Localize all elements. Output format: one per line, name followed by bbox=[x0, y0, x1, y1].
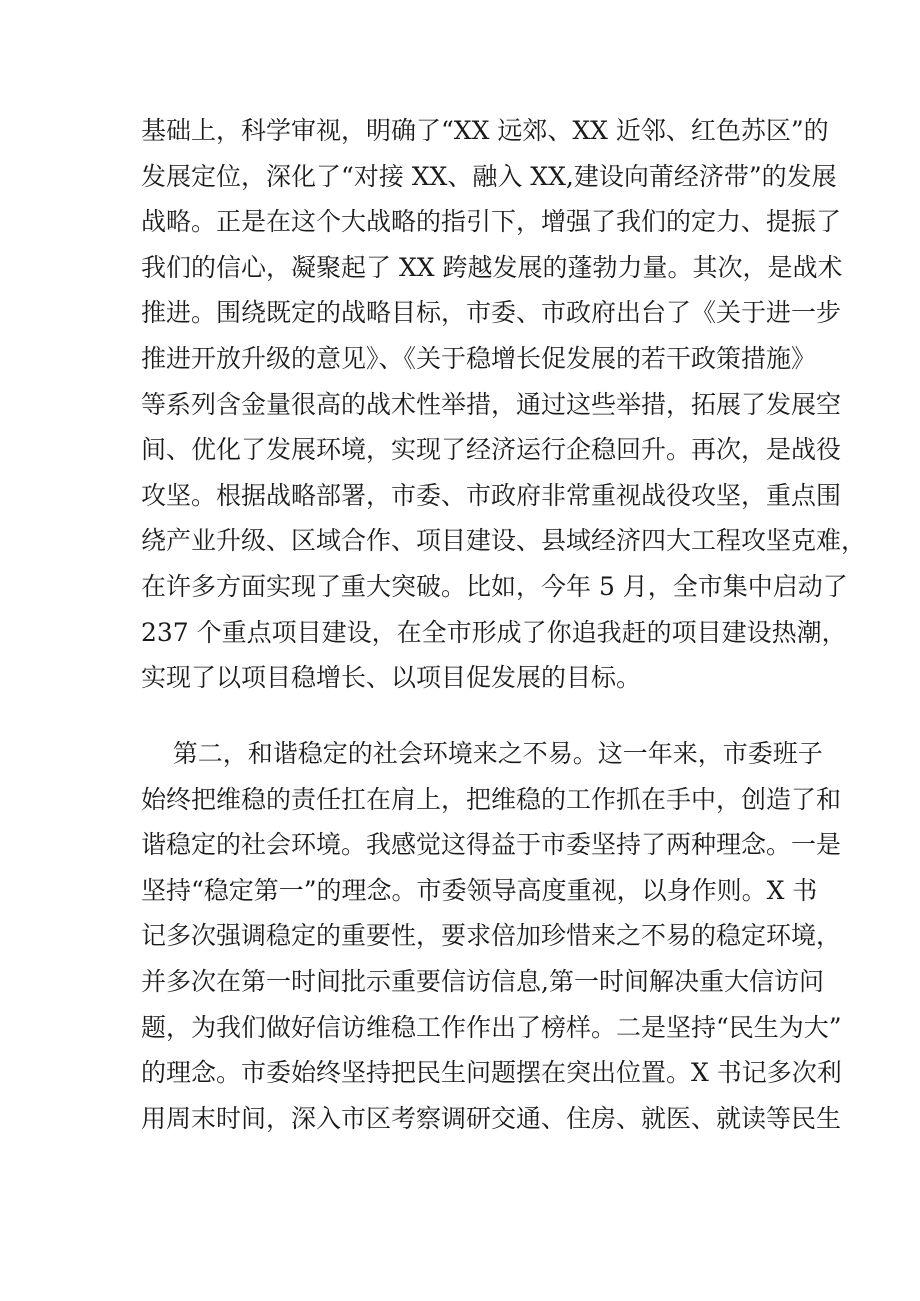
paragraph-line: 始终把维稳的责任扛在肩上，把维稳的工作抓在手中，创造了和 bbox=[141, 784, 842, 814]
paragraph-line: 推进开放升级的意见》、《关于稳增长促发展的若干政策措施》 bbox=[141, 343, 817, 373]
paragraph-line: 并多次在第一时间批示重要信访信息,第一时间解决重大信访问 bbox=[141, 966, 824, 996]
paragraph-line: 记多次强调稳定的重要性，要求倍加珍惜来之不易的稳定环境， bbox=[141, 921, 842, 951]
paragraph-line: 237 个重点项目建设，在全市形成了你追我赶的项目建设热潮， bbox=[141, 617, 847, 647]
paragraph-1 bbox=[141, 108, 867, 701]
paragraph-line: 用周末时间，深入市区考察调研交通、住房、就医、就读等民生 bbox=[141, 1103, 842, 1133]
paragraph-line: 坚持“稳定第一”的理念。市委领导高度重视，以身作则。X 书 bbox=[141, 875, 818, 905]
paragraph-line: 在许多方面实现了重大突破。比如，今年 5 月，全市集中启动了 bbox=[141, 571, 848, 601]
paragraph-line: 题，为我们做好信访维稳工作作出了榜样。二是坚持“民生为大” bbox=[141, 1012, 842, 1042]
paragraph-line: 基础上，科学审视，明确了“XX 远郊、XX 近邻、红色苏区”的 bbox=[141, 116, 829, 145]
paragraph-line: 第二，和谐稳定的社会环境来之不易。这一年来，市委班子 bbox=[141, 739, 823, 768]
paragraph-line: 绕产业升级、区域合作、项目建设、县域经济四大工程攻坚克难， bbox=[141, 526, 867, 556]
paragraph-line: 实现了以项目稳增长、以项目促发展的目标。 bbox=[141, 663, 642, 693]
paragraph-line: 战略。正是在这个大战略的指引下，增强了我们的定力、提振了 bbox=[141, 207, 842, 237]
paragraph-line: 发展定位，深化了“对接 XX、融入 XX,建设向莆经济带”的发展 bbox=[141, 161, 837, 191]
paragraph-line: 我们的信心，凝聚起了 XX 跨越发展的蓬勃力量。其次，是战术 bbox=[141, 252, 843, 282]
paragraph-line: 攻坚。根据战略部署，市委、市政府非常重视战役攻坚，重点围 bbox=[141, 480, 842, 510]
paragraph-2 bbox=[141, 731, 842, 1141]
paragraph-line: 推进。围绕既定的战略目标，市委、市政府出台了《关于进一步 bbox=[141, 298, 842, 328]
paragraph-line: 谐稳定的社会环境。我感觉这得益于市委坚持了两种理念。一是 bbox=[141, 830, 842, 860]
paragraph-line: 间、优化了发展环境，实现了经济运行企稳回升。再次，是战役 bbox=[141, 435, 842, 465]
paragraph-line: 等系列含金量很高的战术性举措，通过这些举措，拓展了发展空 bbox=[141, 389, 842, 419]
paragraph-line: 的理念。市委始终坚持把民生问题摆在突出位置。X 书记多次利 bbox=[141, 1058, 842, 1088]
